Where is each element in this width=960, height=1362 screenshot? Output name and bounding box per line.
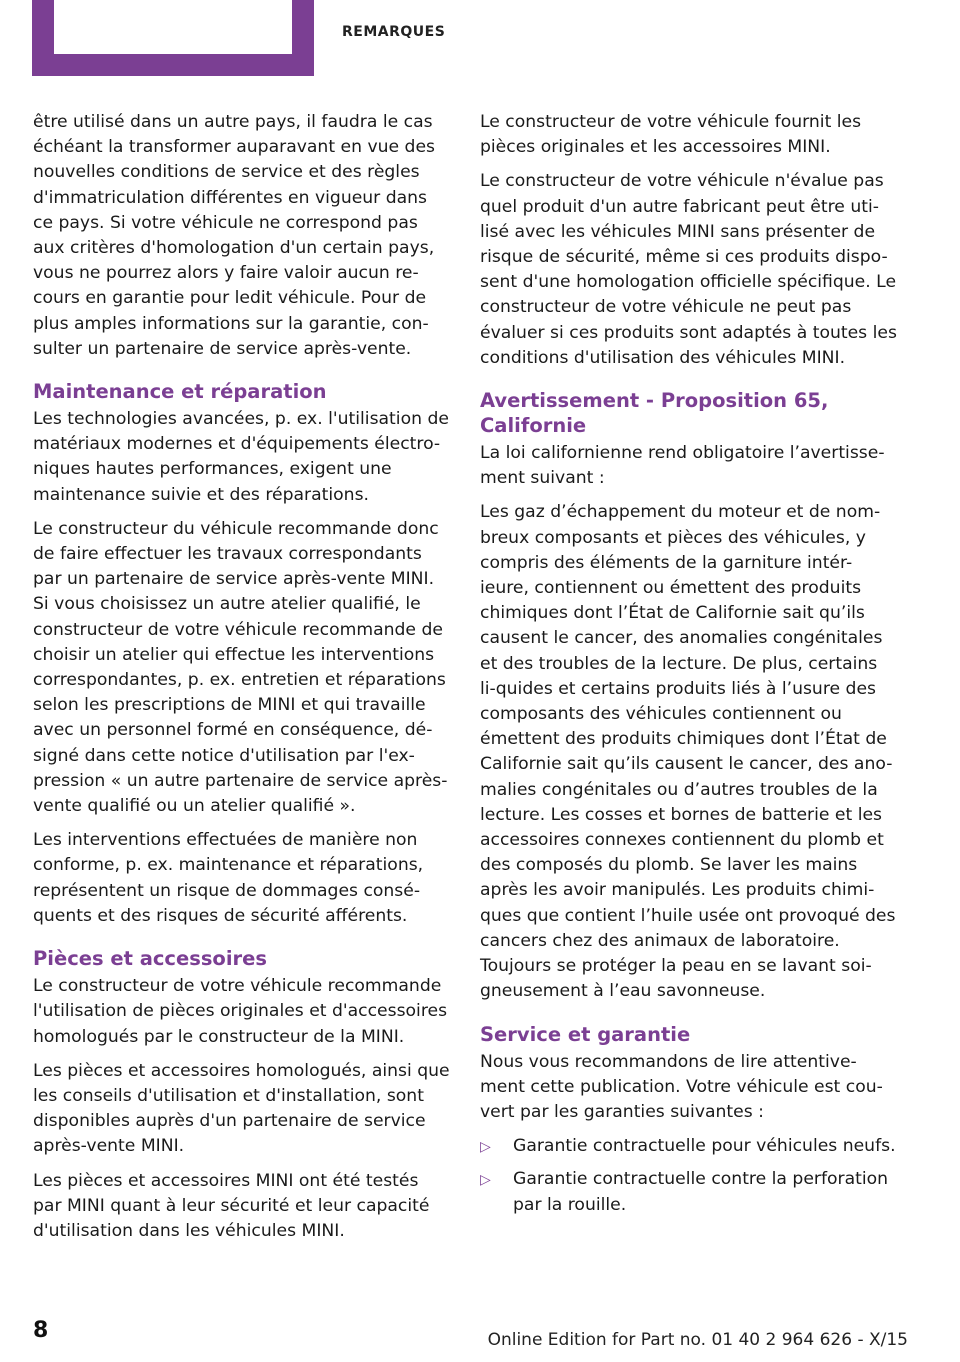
parts-supply-paragraph: Le constructeur de votre véhicule fournit les pièces originales et les accessoires MINI. xyxy=(480,112,862,158)
prop65-paragraph-1: La loi californienne rend obligatoire l’avertisse-ment suivant : xyxy=(480,443,885,489)
parts-paragraph-1: Le constructeur de votre véhicule recommande l'utilisation de pièces originales et d'accessoires homologués par le constructeur de la MINI. xyxy=(33,976,448,1047)
right-column xyxy=(480,110,898,1226)
header-tab-decoration xyxy=(32,0,314,76)
list-item xyxy=(480,1167,898,1217)
list-item xyxy=(480,1134,898,1159)
left-column xyxy=(33,110,451,1253)
edition-footer: Online Edition for Part no. 01 40 2 964 626 - X/15 xyxy=(487,1330,908,1350)
section-title: REMARQUES xyxy=(342,24,446,40)
list-item-text: Garantie contractuelle pour véhicules neufs. xyxy=(513,1136,896,1157)
heading-maintenance: Maintenance et réparation xyxy=(33,380,327,404)
parts-paragraph-2: Les pièces et accessoires homologués, ainsi que les conseils d'utilisation et d'installation, sont disponibles auprès d'un partenaire de service après-vente MINI. xyxy=(33,1060,450,1157)
heading-prop65: Avertissement - Proposition 65, Californie xyxy=(480,389,829,438)
prop65-paragraph-2: Les gaz d’échappement du moteur et de nom-breux composants et pièces des véhicules, y compris des éléments de la garniture intér-ieure, contiennent ou émettent des produits chimiques dont l’État de Californie sait qu’ils causent le cancer, des anomalies congénitales et des troubles de la lecture. De plus, certains li-quides et certains produits liés à l’usure des composants des véhicules contiennent ou émettent des produits chimiques dont l’État de Californie sait qu’ils causent le cancer, des ano-malies congénitales ou d’autres troubles de la lecture. Les cosses et bornes de batterie et les accessoires connexes contiennent du plomb et des composés du plomb. Se laver les mains après les avoir manipulés. Les produits chimi-ques que contient l’huile usée ont provoqué des cancers chez des animaux de laboratoire. Toujours se protéger la peau en se lavant soi-gneusement à l’eau savonneuse. xyxy=(480,502,896,1002)
maintenance-paragraph-2: Le constructeur du véhicule recommande donc de faire effectuer les travaux correspondants par un partenaire de service après-vente MINI. Si vous choisissez un autre atelier qualifié, le constructeur de votre véhicule recommande de choisir un atelier qui effectue les interventions correspondantes, p. ex. entretien et réparations selon les prescriptions de MINI et qui travaille avec un personnel formé en conséquence, dé-signé dans cette notice d'utilisation par l'ex-pression « un autre partenaire de service après-vente qualifié ou un atelier qualifié ». xyxy=(33,518,448,817)
maintenance-paragraph-1: Les technologies avancées, p. ex. l'utilisation de matériaux modernes et d'équipements électro-niques hautes performances, exigent une maintenance suivie et des réparations. xyxy=(33,409,449,505)
heading-service: Service et garantie xyxy=(480,1022,691,1046)
intro-paragraph: être utilisé dans un autre pays, il faudra le cas échéant la transformer auparavant en vue des nouvelles conditions de service et des règles d'immatriculation différentes en vigueur dans ce pays. Si votre véhicule ne correspond pas aux critères d'homologation d'un certain pays, vous ne pourrez alors y faire valoir aucun re-cours en garantie pour ledit véhicule. Pour de plus amples informations sur la garantie, con-sulter un partenaire de service après-vente. xyxy=(33,112,435,359)
triangle-bullet-icon: ▷ xyxy=(480,1172,491,1189)
list-item-text: Garantie contractuelle contre la perforation par la rouille. xyxy=(513,1169,889,1215)
parts-paragraph-3: Les pièces et accessoires MINI ont été testés par MINI quant à leur sécurité et leur capacité d'utilisation dans les véhicules MINI. xyxy=(33,1170,430,1241)
triangle-bullet-icon: ▷ xyxy=(480,1139,491,1156)
third-party-paragraph: Le constructeur de votre véhicule n'évalue pas quel produit d'un autre fabricant peut être uti-lisé avec les véhicules MINI sans présenter de risque de sécurité, même si ces produits dispo-sent d'une homologation officielle spécifique. Le constructeur de votre véhicule ne peut pas évaluer si ces produits sont adaptés à toutes les conditions d'utilisation des véhicules MINI. xyxy=(480,171,897,368)
page-number: 8 xyxy=(33,1318,49,1343)
heading-parts: Pièces et accessoires xyxy=(33,947,267,971)
guarantee-list xyxy=(480,1134,898,1218)
maintenance-paragraph-3: Les interventions effectuées de manière non conforme, p. ex. maintenance et réparations, représentent un risque de dommages consé-quents et des risques de sécurité afférents. xyxy=(33,830,424,926)
service-paragraph: Nous vous recommandons de lire attentive-ment cette publication. Votre véhicule est cou-vert par les garanties suivantes : xyxy=(480,1051,883,1122)
